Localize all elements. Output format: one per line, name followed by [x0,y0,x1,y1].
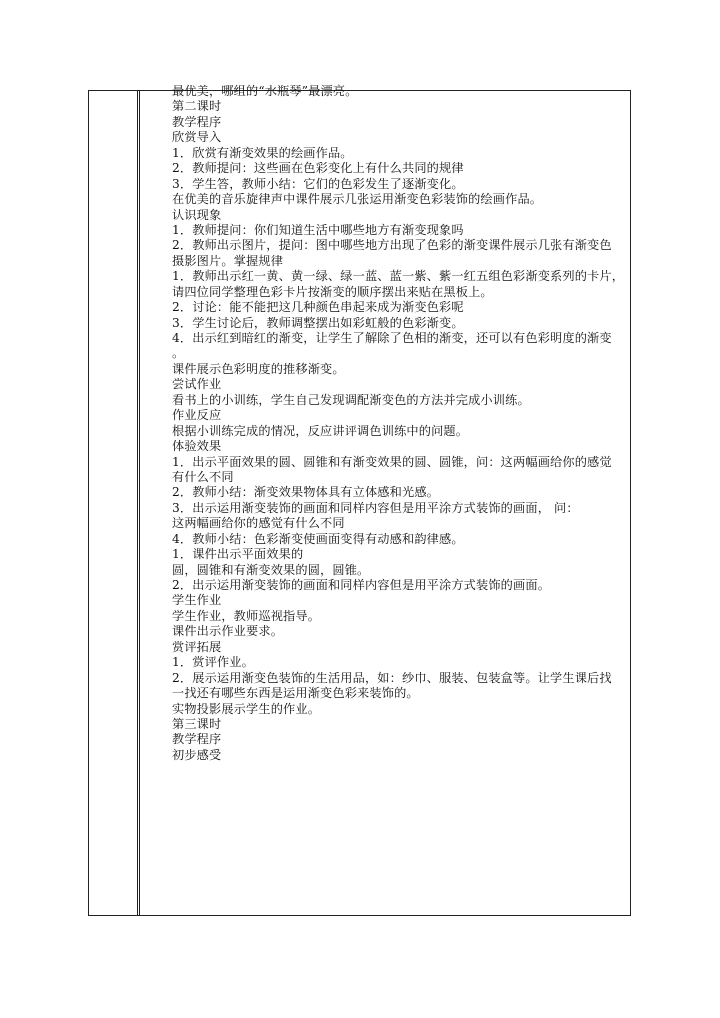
text-line: 2．讨论：能不能把这几种颜色串起来成为渐变色彩呢 [172,300,464,315]
subsection-heading: 作业反应 [172,408,222,423]
text-line: 实物投影展示学生的作业。 [172,701,321,716]
text-line: 4．出示红到暗红的渐变，让学生了解除了色相的渐变，还可以有色彩明度的渐变 [172,331,612,345]
text-line: 2．展示运用渐变色装饰的生活用品，如：纱巾、服装、包装盒等。让学生课后找 [172,670,612,685]
section-heading: 第二课时 [172,99,222,114]
text-line: 一找还有哪些东西是运用渐变色彩来装饰的。 [172,686,419,701]
text-line: 4．教师小结：色彩渐变使画面变得有动感和韵律感。 [172,531,464,546]
text-line: 1．出示平面效果的圆、圆锥和有渐变效果的圆、圆锥，问：这两幅画给你的感觉 [172,454,612,469]
subsection-heading: 赏评拓展 [172,639,222,654]
text-line: 在优美的音乐旋律声中课件展示几张运用渐变色彩装饰的绘画作品。 [172,192,543,207]
text-line: 1．教师提问：你们知道生活中哪些地方有渐变现象吗 [172,222,464,237]
text-line: 1．教师出示红一黄、黄一绿、绿一蓝、蓝一紫、紫一红五组色彩渐变系列的卡片， [172,269,625,284]
subsection-heading: 欣赏导入 [172,130,222,145]
text-line: 这两幅画给你的感觉有什么不同 [172,516,345,531]
subsection-heading: 认识现象 [172,207,222,222]
text-line: 1．课件出示平面效果的 [172,547,304,562]
text-line: 1．欣赏有渐变效果的绘画作品。 [172,145,353,160]
text-line: 根据小训练完成的情况，反应讲评调色训练中的问题。 [172,423,469,438]
text-line: 请四位同学整理色彩卡片按渐变的顺序摆出来贴在黑板上。 [172,284,493,299]
text-line: 3．学生答，教师小结：它们的色彩发生了逐渐变化。 [172,176,464,191]
text-line: 最优美，哪组的“水瓶琴”最漂亮。 [172,84,358,98]
text-line: 圆，圆锥和有渐变效果的圆，圆锥。 [172,562,370,577]
subsection-heading: 体验效果 [172,439,222,454]
text-line: 2．教师出示图片，提问：图中哪些地方出现了色彩的渐变课件展示几张有渐变色 [172,238,612,253]
subsection-heading: 学生作业 [172,593,222,608]
section-heading: 第三课时 [172,716,222,731]
text-line: 2．出示运用渐变装饰的画面和同样内容但是用平涂方式装饰的画面。 [172,578,551,592]
subsection-heading: 初步感受 [172,747,222,762]
text-line: 2．教师小结：渐变效果物体具有立体感和光感。 [172,485,439,500]
column-divider-inner [139,90,140,916]
text-line: 课件出示作业要求。 [172,624,284,639]
text-line: 。 [172,346,185,361]
section-heading: 教学程序 [172,732,222,747]
text-line: 看书上的小训练，学生自己发现调配渐变色的方法并完成小训练。 [172,392,530,407]
text-line: 课件展示色彩明度的推移渐变。 [172,361,345,376]
text-line: 有什么不同 [172,469,234,484]
text-line: 摄影图片。掌握规律 [172,253,284,268]
text-line: 3．出示运用渐变装饰的画面和同样内容但是用平涂方式装饰的画面， 问： [172,500,579,515]
text-line: 3．学生讨论后，教师调整摆出如彩虹般的色彩渐变。 [172,315,464,330]
text-line: 1．赏评作业。 [172,655,254,670]
text-line: 2．教师提问：这些画在色彩变化上有什么共同的规律 [172,161,464,176]
text-line: 学生作业，教师巡视指导。 [172,608,321,623]
subsection-heading: 尝试作业 [172,377,222,392]
column-divider [137,90,138,916]
lesson-content [172,84,662,763]
section-heading: 教学程序 [172,114,222,129]
